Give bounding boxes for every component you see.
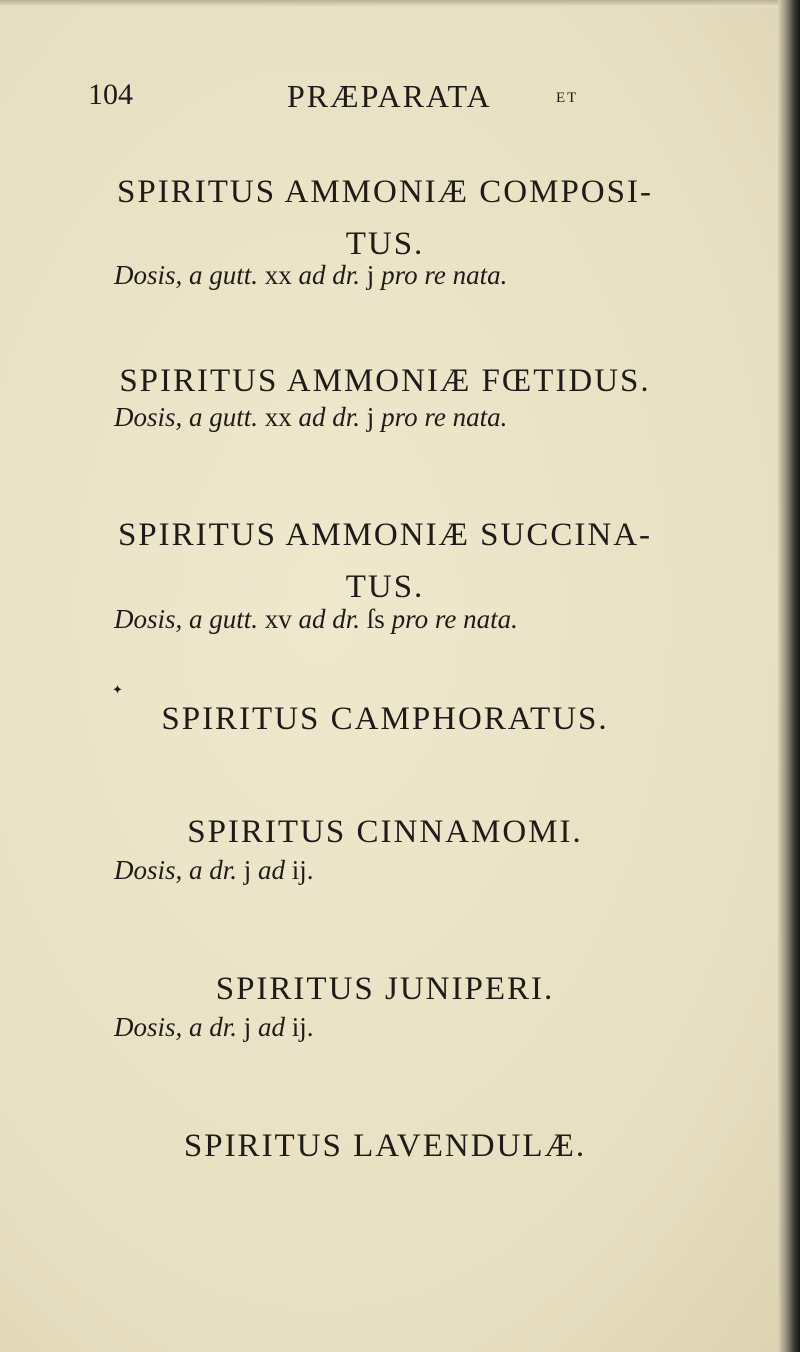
dose-word: ad bbox=[258, 855, 286, 885]
running-header bbox=[0, 78, 780, 118]
dose-unit: j bbox=[243, 1012, 252, 1042]
dose-word: pro bbox=[381, 260, 418, 290]
dose-word: dr. bbox=[209, 1012, 238, 1042]
entry-title-line: SPIRITUS AMMONIÆ COMPOSI- bbox=[117, 174, 653, 210]
dose-word: gutt. bbox=[209, 260, 259, 290]
dose-word: a bbox=[189, 260, 203, 290]
dose-word: a bbox=[189, 855, 203, 885]
dose-word: re bbox=[434, 604, 457, 634]
dose-word: pro bbox=[391, 604, 429, 634]
dose-word: a bbox=[189, 402, 203, 432]
dosis-label: Dosis, bbox=[114, 1012, 183, 1042]
dose-line bbox=[114, 604, 518, 635]
dose-word: re bbox=[424, 260, 446, 290]
dose-unit: ſs bbox=[366, 604, 385, 634]
dose-word: ad bbox=[298, 604, 326, 634]
entry-title bbox=[60, 963, 710, 1015]
entry-title bbox=[60, 693, 710, 745]
entry-title-line: SPIRITUS LAVENDULÆ. bbox=[183, 1128, 587, 1164]
dose-word: gutt. bbox=[209, 402, 259, 432]
dose-amount: ij. bbox=[291, 1012, 314, 1042]
dose-word: dr. bbox=[332, 402, 361, 432]
dosis-label: Dosis, bbox=[114, 402, 183, 432]
dose-amount: xx bbox=[264, 260, 292, 290]
entry-title bbox=[60, 166, 710, 270]
dose-line bbox=[114, 260, 507, 291]
page-number: 104 bbox=[88, 78, 133, 111]
dose-unit: j bbox=[366, 402, 375, 432]
entry-title-line: SPIRITUS CAMPHORATUS. bbox=[161, 701, 609, 737]
dose-word: nata. bbox=[452, 260, 508, 290]
dose-word: dr. bbox=[332, 604, 361, 634]
dose-word: a bbox=[189, 1012, 203, 1042]
dosis-label: Dosis, bbox=[114, 855, 183, 885]
running-title: PRÆPARATA bbox=[287, 78, 492, 114]
dose-amount: ij. bbox=[291, 855, 314, 885]
dose-word: ad bbox=[258, 1012, 286, 1042]
dosis-label: Dosis, bbox=[114, 260, 183, 290]
entry-title-line: SPIRITUS CINNAMOMI. bbox=[187, 814, 583, 850]
entry-title bbox=[60, 806, 710, 858]
dose-unit: j bbox=[366, 260, 375, 290]
dose-word: a bbox=[189, 604, 203, 634]
dose-line bbox=[114, 1012, 314, 1043]
dose-amount: xx bbox=[264, 402, 292, 432]
entry-title-line: TUS. bbox=[345, 226, 425, 262]
dose-word: nata. bbox=[463, 604, 518, 634]
book-spine-shadow bbox=[778, 0, 800, 1352]
dose-word: ad bbox=[298, 260, 326, 290]
dose-word: ad bbox=[298, 402, 326, 432]
entry-title bbox=[60, 1120, 710, 1172]
entry-title bbox=[60, 509, 710, 613]
dose-word: gutt. bbox=[209, 604, 259, 634]
dose-word: dr. bbox=[209, 855, 238, 885]
entry-title-line: SPIRITUS AMMONIÆ SUCCINA- bbox=[117, 517, 653, 553]
dose-line bbox=[114, 855, 314, 886]
page-top-edge bbox=[0, 0, 800, 7]
dose-word: re bbox=[424, 402, 446, 432]
dosis-label: Dosis, bbox=[114, 604, 183, 634]
dose-word: dr. bbox=[332, 260, 361, 290]
dose-line bbox=[114, 402, 507, 433]
entry-title-line: SPIRITUS JUNIPERI. bbox=[215, 971, 555, 1007]
dose-amount: xv bbox=[264, 604, 292, 634]
entry-title-line: TUS. bbox=[345, 569, 425, 605]
dose-word: pro bbox=[381, 402, 418, 432]
running-title-tail: ET bbox=[556, 90, 579, 106]
dose-unit: j bbox=[243, 855, 252, 885]
entry-title bbox=[60, 355, 710, 407]
ink-mark: ✦ bbox=[112, 683, 123, 698]
entry-title-line: SPIRITUS AMMONIÆ FŒTIDUS. bbox=[119, 363, 651, 399]
dose-word: nata. bbox=[452, 402, 508, 432]
